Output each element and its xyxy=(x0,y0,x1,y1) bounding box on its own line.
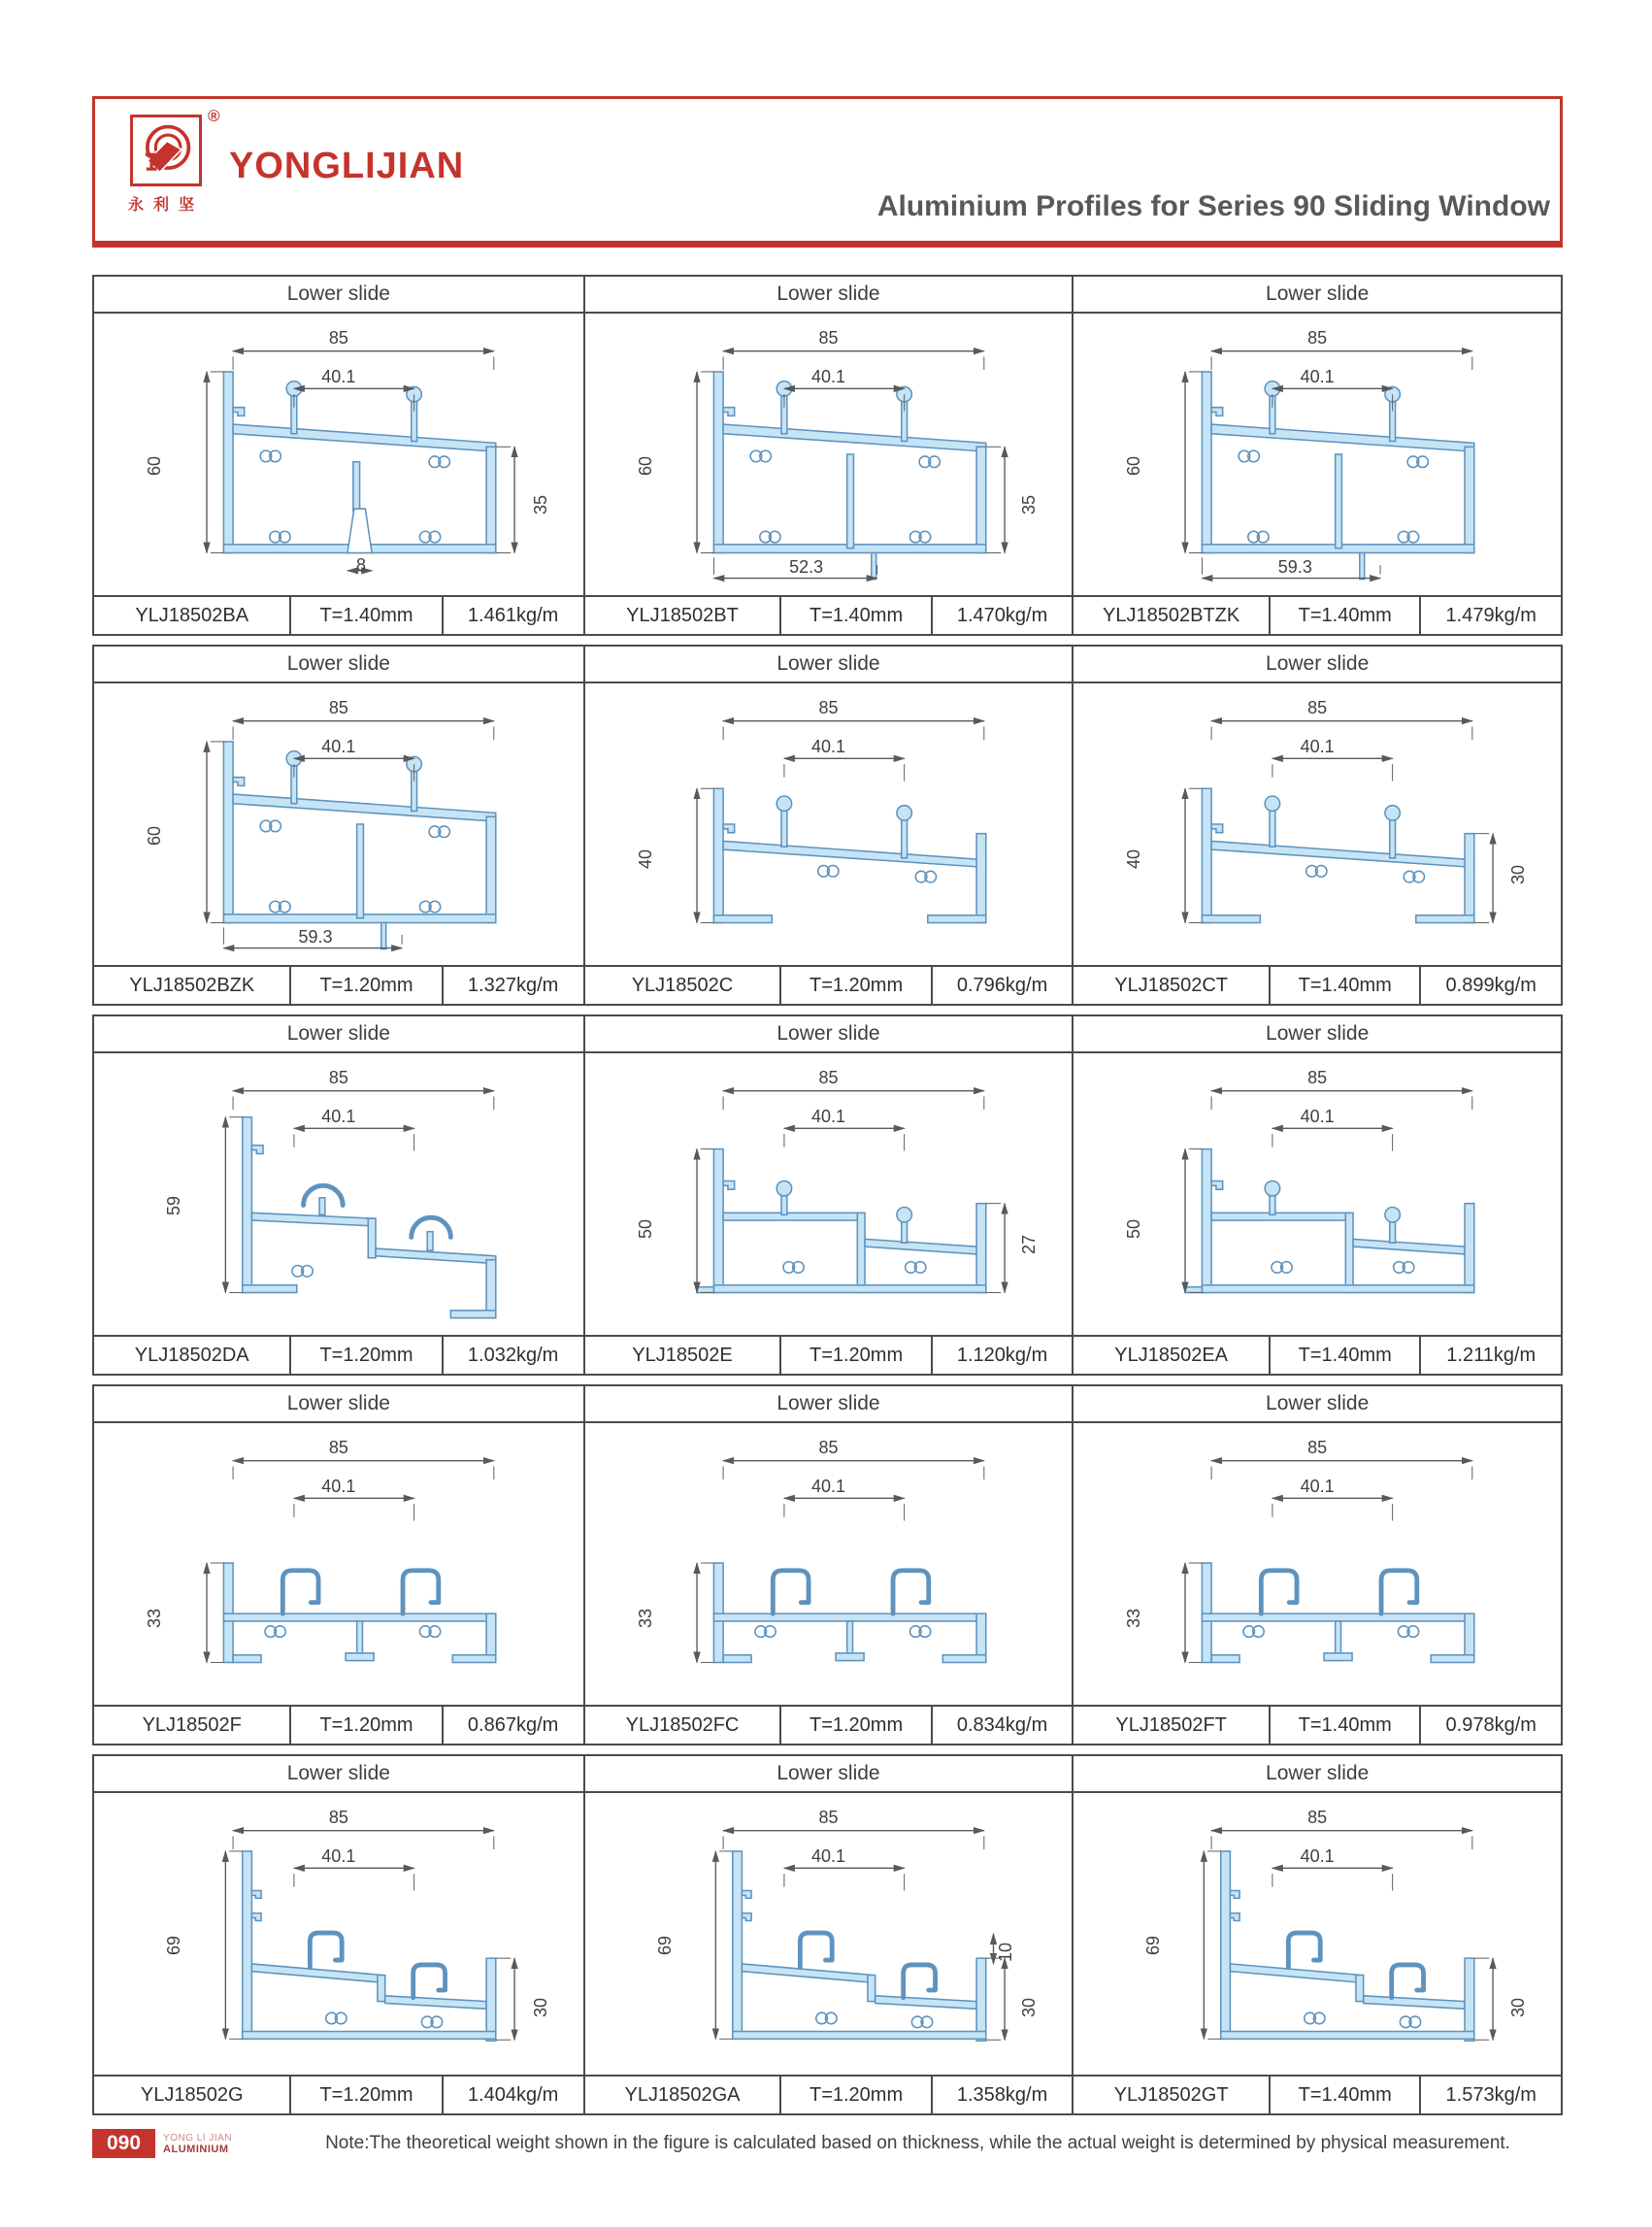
model-code: YLJ18502DA xyxy=(134,1345,249,1366)
thickness-value: T=1.40mm xyxy=(1269,597,1420,634)
brand-logo xyxy=(122,107,530,233)
profile-cell xyxy=(94,1016,583,1374)
dim-right-label: 30 xyxy=(1507,864,1528,885)
profile-svg xyxy=(94,1793,583,2075)
profile-cell xyxy=(583,647,1073,1004)
dim-right-label: 30 xyxy=(530,1997,550,2018)
profile-drawing xyxy=(94,1423,583,1705)
model-code: YLJ18502GA xyxy=(624,2084,741,2106)
cell-header-label: Lower slide xyxy=(585,647,1073,683)
table-row xyxy=(92,1754,1563,2115)
weight-value: 1.479kg/m xyxy=(1419,597,1560,634)
weight-value: 0.899kg/m xyxy=(1419,967,1560,1004)
profile-svg xyxy=(1074,1053,1561,1335)
profile-svg xyxy=(585,1423,1073,1705)
cell-footer xyxy=(585,595,1073,634)
dim-top-label: 85 xyxy=(1307,698,1328,717)
profile-cell xyxy=(583,1016,1073,1374)
profile-table xyxy=(92,275,1563,2115)
weight-value: 1.573kg/m xyxy=(1419,2077,1560,2113)
cell-footer xyxy=(1074,1335,1561,1374)
thickness-value: T=1.40mm xyxy=(289,597,441,634)
profile-cell xyxy=(583,1756,1073,2113)
profile-cell xyxy=(94,647,583,1004)
model-code: YLJ18502FT xyxy=(1115,1714,1227,1736)
profile-svg xyxy=(1074,683,1561,965)
cell-header-label: Lower slide xyxy=(94,277,583,314)
thickness-value: T=1.20mm xyxy=(779,967,931,1004)
profile-cell xyxy=(583,1386,1073,1744)
profile-svg xyxy=(1074,1423,1561,1705)
brand-name: YONGLIJIAN xyxy=(229,146,465,186)
profile-svg xyxy=(1074,1793,1561,2075)
page xyxy=(92,0,1563,2158)
weight-value: 0.834kg/m xyxy=(931,1707,1072,1744)
logo-mark xyxy=(130,115,202,186)
cell-header-label: Lower slide xyxy=(1074,647,1561,683)
profile-drawing xyxy=(94,1053,583,1335)
profile-cell xyxy=(583,277,1073,634)
dim-left-label: 33 xyxy=(1124,1608,1144,1629)
profile-svg xyxy=(94,1053,583,1335)
dim-left-label: 60 xyxy=(145,455,165,477)
thickness-value: T=1.20mm xyxy=(289,967,441,1004)
cell-header-label: Lower slide xyxy=(585,277,1073,314)
dim-left-label: 60 xyxy=(635,455,655,477)
dim-left-label: 60 xyxy=(1124,455,1144,477)
table-row xyxy=(92,1384,1563,1745)
profile-cell xyxy=(94,1386,583,1744)
dim-left-label: 59 xyxy=(164,1195,184,1216)
thickness-value: T=1.20mm xyxy=(289,1707,441,1744)
dim-left-label: 50 xyxy=(1124,1218,1144,1240)
dim-left-label: 40 xyxy=(635,848,655,870)
registered-icon: ® xyxy=(208,107,220,125)
profile-drawing xyxy=(94,314,583,595)
profile-cell xyxy=(1072,1016,1561,1374)
table-row xyxy=(92,645,1563,1006)
weight-value: 1.470kg/m xyxy=(931,597,1072,634)
weight-value: 0.867kg/m xyxy=(442,1707,583,1744)
page-footer xyxy=(92,2129,1563,2158)
cell-header-label: Lower slide xyxy=(94,1016,583,1053)
thickness-value: T=1.40mm xyxy=(1269,1707,1420,1744)
profile-svg xyxy=(585,1793,1073,2075)
cell-footer xyxy=(1074,595,1561,634)
profile-drawing xyxy=(1074,1053,1561,1335)
model-code: YLJ18502G xyxy=(140,2084,244,2106)
page-title: Aluminium Profiles for Series 90 Sliding Window xyxy=(876,190,1550,222)
dim-top-label: 85 xyxy=(818,328,839,348)
dim-inner-label: 40.1 xyxy=(810,1477,846,1496)
profile-drawing xyxy=(585,1423,1073,1705)
model-code: YLJ18502FC xyxy=(625,1714,740,1736)
model-code: YLJ18502CT xyxy=(1114,975,1229,996)
cell-header-label: Lower slide xyxy=(1074,1016,1561,1053)
profile-cell xyxy=(94,277,583,634)
weight-value: 0.796kg/m xyxy=(931,967,1072,1004)
footer-note: Note:The theoretical weight shown in the figure is calculated based on thickness, while the actual weight is determined by physical measurement. xyxy=(325,2133,1510,2153)
dim-top-label: 85 xyxy=(818,1438,839,1457)
dim-inner-label: 40.1 xyxy=(321,1477,356,1496)
dim-top-label: 85 xyxy=(328,698,348,717)
weight-value: 1.404kg/m xyxy=(442,2077,583,2113)
cell-footer xyxy=(94,595,583,634)
brand-name-cn: 永利坚 xyxy=(127,197,204,214)
model-code: YLJ18502EA xyxy=(1114,1345,1229,1366)
dim-bottom-label: 8 xyxy=(355,555,366,575)
cell-footer xyxy=(585,2075,1073,2113)
dim-top-label: 85 xyxy=(818,698,839,717)
profile-cell xyxy=(1072,277,1561,634)
dim-top-label: 85 xyxy=(1307,1808,1328,1827)
profile-svg xyxy=(585,1053,1073,1335)
cell-header-label: Lower slide xyxy=(585,1386,1073,1423)
dim-bottom-label: 59.3 xyxy=(1277,557,1312,577)
profile-drawing xyxy=(585,1793,1073,2075)
dim-top-label: 85 xyxy=(1307,328,1328,348)
cell-footer xyxy=(94,2075,583,2113)
cell-footer xyxy=(585,1335,1073,1374)
dim-top-label: 85 xyxy=(328,1068,348,1087)
dim-left-label: 33 xyxy=(145,1608,165,1629)
profile-drawing xyxy=(94,683,583,965)
cell-header-label: Lower slide xyxy=(1074,1756,1561,1793)
thickness-value: T=1.20mm xyxy=(289,1337,441,1374)
dim-inner-label: 40.1 xyxy=(810,1107,846,1126)
thickness-value: T=1.40mm xyxy=(1269,2077,1420,2113)
thickness-value: T=1.20mm xyxy=(779,1707,931,1744)
cell-footer xyxy=(94,1705,583,1744)
dim-top-label: 85 xyxy=(328,1438,348,1457)
page-header xyxy=(92,96,1563,248)
profile-drawing xyxy=(585,314,1073,595)
logo-swirl-icon xyxy=(133,117,199,183)
cell-footer xyxy=(1074,2075,1561,2113)
dim-inner-label: 40.1 xyxy=(321,1107,356,1126)
thickness-value: T=1.20mm xyxy=(779,1337,931,1374)
dim-top-label: 85 xyxy=(328,328,348,348)
cell-footer xyxy=(585,965,1073,1004)
page-number-badge: 090 xyxy=(92,2129,155,2158)
weight-value: 1.211kg/m xyxy=(1419,1337,1560,1374)
dim-inner-label: 40.1 xyxy=(321,367,356,386)
cell-header-label: Lower slide xyxy=(1074,277,1561,314)
footer-brand-line1: YONG LI JIAN xyxy=(163,2132,233,2144)
model-code: YLJ18502F xyxy=(142,1714,242,1736)
profile-drawing xyxy=(585,1053,1073,1335)
dim-inner-label: 40.1 xyxy=(1300,1477,1335,1496)
dim-inner-label: 40.1 xyxy=(321,737,356,756)
dim-extra-label: 10 xyxy=(996,1942,1016,1963)
cell-header-label: Lower slide xyxy=(585,1756,1073,1793)
profile-drawing xyxy=(1074,1793,1561,2075)
dim-right-label: 27 xyxy=(1019,1234,1040,1255)
dim-left-label: 69 xyxy=(164,1935,184,1956)
model-code: YLJ18502BA xyxy=(135,605,249,626)
dim-left-label: 40 xyxy=(1124,848,1144,870)
dim-inner-label: 40.1 xyxy=(1300,1107,1335,1126)
table-row xyxy=(92,1014,1563,1376)
thickness-value: T=1.40mm xyxy=(1269,967,1420,1004)
footer-brand xyxy=(163,2133,232,2155)
model-code: YLJ18502BZK xyxy=(129,975,255,996)
model-code: YLJ18502C xyxy=(631,975,734,996)
profile-drawing xyxy=(1074,1423,1561,1705)
dim-top-label: 85 xyxy=(818,1808,839,1827)
profile-cell xyxy=(1072,1386,1561,1744)
profile-cell xyxy=(94,1756,583,2113)
dim-inner-label: 40.1 xyxy=(1300,1846,1335,1866)
cell-header-label: Lower slide xyxy=(1074,1386,1561,1423)
model-code: YLJ18502BTZK xyxy=(1103,605,1240,626)
table-row xyxy=(92,275,1563,636)
thickness-value: T=1.20mm xyxy=(779,2077,931,2113)
profile-svg xyxy=(585,683,1073,965)
weight-value: 0.978kg/m xyxy=(1419,1707,1560,1744)
profile-cell xyxy=(1072,1756,1561,2113)
cell-footer xyxy=(1074,965,1561,1004)
dim-left-label: 60 xyxy=(145,825,165,847)
cell-header-label: Lower slide xyxy=(585,1016,1073,1053)
dim-inner-label: 40.1 xyxy=(810,367,846,386)
dim-inner-label: 40.1 xyxy=(1300,737,1335,756)
model-code: YLJ18502E xyxy=(632,1345,733,1366)
profile-svg xyxy=(94,683,583,965)
profile-drawing xyxy=(585,683,1073,965)
dim-left-label: 33 xyxy=(635,1608,655,1629)
cell-header-label: Lower slide xyxy=(94,647,583,683)
weight-value: 1.120kg/m xyxy=(931,1337,1072,1374)
cell-footer xyxy=(94,1335,583,1374)
weight-value: 1.032kg/m xyxy=(442,1337,583,1374)
cell-header-label: Lower slide xyxy=(94,1386,583,1423)
weight-value: 1.327kg/m xyxy=(442,967,583,1004)
footer-brand-line2: ALUMINIUM xyxy=(163,2143,229,2155)
dim-top-label: 85 xyxy=(1307,1068,1328,1087)
dim-top-label: 85 xyxy=(328,1808,348,1827)
model-code: YLJ18502BT xyxy=(626,605,739,626)
dim-bottom-label: 52.3 xyxy=(789,557,824,577)
profile-svg xyxy=(585,314,1073,595)
thickness-value: T=1.40mm xyxy=(779,597,931,634)
model-code: YLJ18502GT xyxy=(1113,2084,1229,2106)
dim-top-label: 85 xyxy=(818,1068,839,1087)
dim-right-label: 30 xyxy=(1019,1997,1040,2018)
cell-footer xyxy=(94,965,583,1004)
profile-cell xyxy=(1072,647,1561,1004)
profile-drawing xyxy=(94,1793,583,2075)
profile-drawing xyxy=(1074,314,1561,595)
dim-inner-label: 40.1 xyxy=(810,1846,846,1866)
profile-svg xyxy=(1074,314,1561,595)
cell-footer xyxy=(1074,1705,1561,1744)
weight-value: 1.461kg/m xyxy=(442,597,583,634)
profile-svg xyxy=(94,1423,583,1705)
dim-left-label: 69 xyxy=(654,1935,675,1956)
dim-right-label: 30 xyxy=(1507,1997,1528,2018)
dim-inner-label: 40.1 xyxy=(810,737,846,756)
cell-footer xyxy=(585,1705,1073,1744)
dim-inner-label: 40.1 xyxy=(321,1846,356,1866)
dim-top-label: 85 xyxy=(1307,1438,1328,1457)
weight-value: 1.358kg/m xyxy=(931,2077,1072,2113)
profile-svg xyxy=(94,314,583,595)
thickness-value: T=1.40mm xyxy=(1269,1337,1420,1374)
dim-right-label: 35 xyxy=(530,494,550,515)
profile-drawing xyxy=(1074,683,1561,965)
dim-inner-label: 40.1 xyxy=(1300,367,1335,386)
cell-header-label: Lower slide xyxy=(94,1756,583,1793)
dim-left-label: 50 xyxy=(635,1218,655,1240)
dim-bottom-label: 59.3 xyxy=(298,927,333,947)
dim-left-label: 69 xyxy=(1143,1935,1164,1956)
dim-right-label: 35 xyxy=(1019,494,1040,515)
thickness-value: T=1.20mm xyxy=(289,2077,441,2113)
